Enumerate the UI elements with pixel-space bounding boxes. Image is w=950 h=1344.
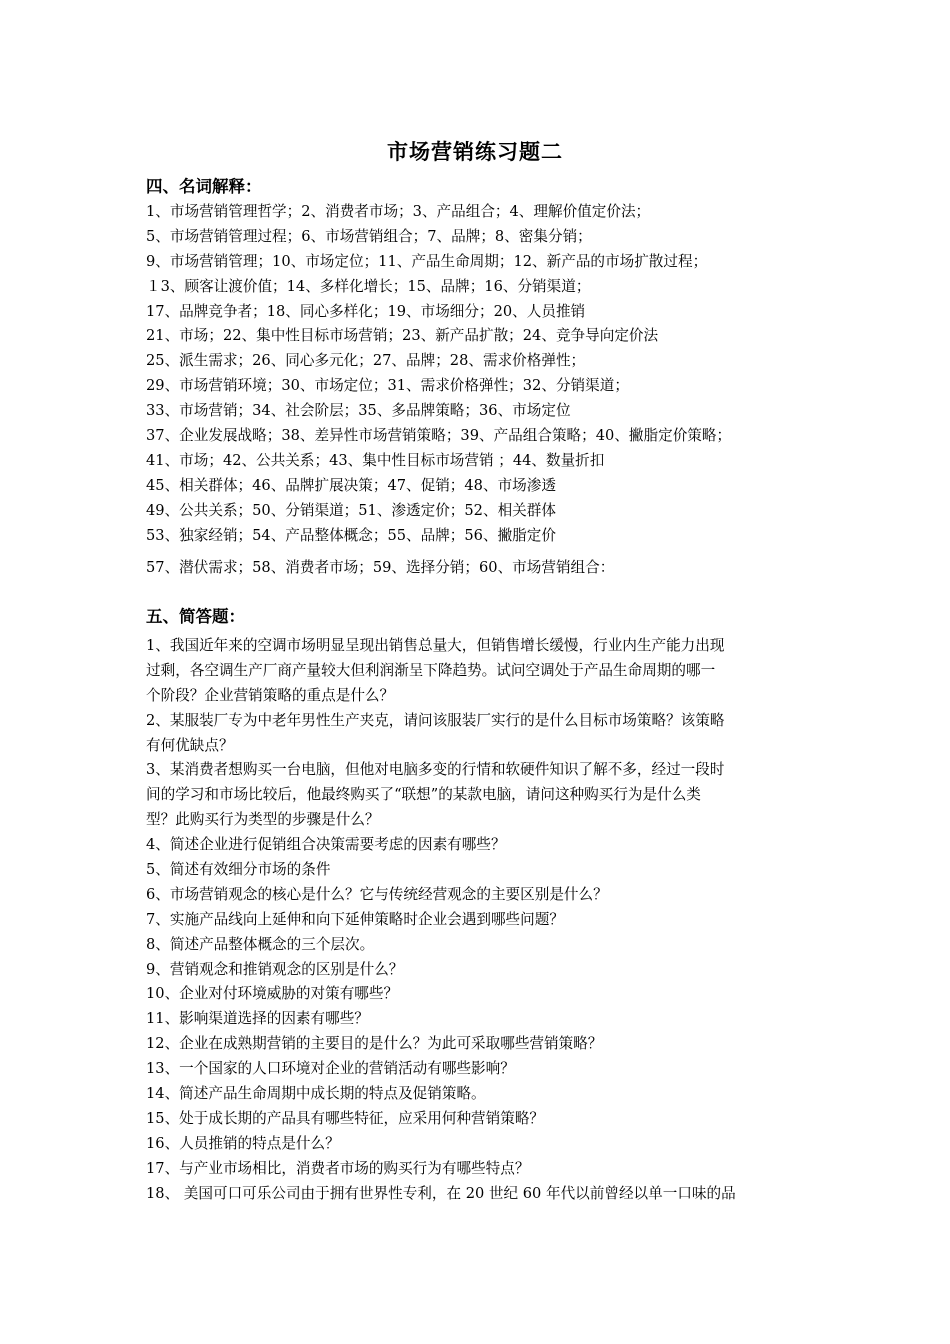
qa-line: 9、营销观念和推销观念的区别是什么？ — [146, 960, 404, 978]
qa-line: 11、影响渠道选择的因素有哪些？ — [146, 1010, 369, 1028]
qa-line: 15、处于成长期的产品具有哪些特征，应采用何种营销策略？ — [146, 1109, 545, 1127]
terms-line: 33、市场营销；34、社会阶层；35、多品牌策略；36、市场定位 — [146, 402, 571, 420]
qa-line: 有何优缺点？ — [146, 736, 234, 754]
terms-line: 9、市场营销管理；10、市场定位；11、产品生命周期；12、新产品的市场扩散过程； — [146, 252, 708, 270]
terms-line: 53、独家经销；54、产品整体概念；55、品牌；56、撇脂定价 — [146, 526, 556, 544]
terms-section-heading: 四、名词解释： — [146, 177, 262, 196]
qa-line: 7、实施产品线向上延伸和向下延伸策略时企业会遇到哪些问题？ — [146, 910, 564, 928]
qa-line: 10、企业对付环境威胁的对策有哪些？ — [146, 985, 399, 1003]
qa-line: 型？此购买行为类型的步骤是什么？ — [146, 811, 380, 829]
qa-line: 17、与产业市场相比，消费者市场的购买行为有哪些特点？ — [146, 1159, 530, 1177]
terms-line: 41、市场；42、公共关系；43、集中性目标市场营销 ；44、数量折扣 — [146, 451, 605, 469]
qa-line: 个阶段？企业营销策略的重点是什么？ — [146, 686, 395, 704]
qa-line: 5、简述有效细分市场的条件 — [146, 861, 331, 879]
qa-line: 16、人员推销的特点是什么？ — [146, 1134, 340, 1152]
qa-line: 8、简述产品整体概念的三个层次。 — [146, 935, 375, 953]
qa-line: 4、简述企业进行促销组合决策需要考虑的因素有哪些？ — [146, 836, 506, 854]
terms-line: 5、市场营销管理过程；6、市场营销组合；7、品牌；8、密集分销； — [146, 227, 592, 245]
qa-line: 14、简述产品生命周期中成长期的特点及促销策略。 — [146, 1085, 486, 1103]
qa-line: 1、我国近年来的空调市场明显呈现出销售总量大，但销售增长缓慢，行业内生产能力出现 — [146, 637, 725, 654]
terms-line: 21、市场；22、集中性目标市场营销；23、新产品扩散；24、竞争导向定价法 — [146, 327, 659, 345]
qa-line: 12、企业在成熟期营销的主要目的是什么？为此可采取哪些营销策略？ — [146, 1035, 603, 1053]
terms-line: １3、顾客让渡价值；14、多样化增长；15、品牌；16、分销渠道； — [146, 277, 591, 295]
terms-line: 29、市场营销环境；30、市场定位；31、需求价格弹性；32、分销渠道； — [146, 377, 629, 395]
qa-line: 2、某服装厂专为中老年男性生产夹克，请问该服装厂实行的是什么目标市场策略？该策略 — [146, 711, 725, 729]
qa-line: 过剩，各空调生产厂商产量较大但利润渐呈下降趋势。试问空调处于产品生命周期的哪一 — [146, 661, 716, 679]
terms-line: 17、品牌竞争者；18、同心多样化；19、市场细分；20、人员推销 — [146, 302, 586, 320]
qa-section-heading: 五、简答题： — [146, 607, 245, 626]
document-title: 市场营销练习题二 — [387, 140, 563, 164]
qa-line: 18、 美国可口可乐公司由于拥有世界性专利，在 20 世纪 60 年代以前曾经以单一口味的品 — [146, 1184, 736, 1202]
terms-line: 1、市场营销管理哲学；2、消费者市场；3、产品组合；4、理解价值定价法； — [146, 203, 651, 220]
qa-line: 3、某消费者想购买一台电脑，但他对电脑多变的行情和软硬件知识了解不多，经过一段时 — [146, 761, 725, 779]
terms-list — [146, 200, 814, 581]
terms-line: 49、公共关系；50、分销渠道；51、渗透定价；52、相关群体 — [146, 501, 556, 519]
qa-list — [146, 634, 814, 1206]
qa-line: 间的学习和市场比较后，他最终购买了“联想”的某款电脑，请问这种购买行为是什么类 — [146, 786, 701, 804]
terms-line: 25、派生需求；26、同心多元化；27、品牌；28、需求价格弹性； — [146, 352, 586, 370]
qa-line: 13、一个国家的人口环境对企业的营销活动有哪些影响？ — [146, 1060, 515, 1078]
qa-line: 6、市场营销观念的核心是什么？它与传统经营观念的主要区别是什么？ — [146, 885, 608, 903]
terms-line: 37、企业发展战略；38、差异性市场营销策略；39、产品组合策略；40、撇脂定价策略； — [146, 427, 732, 445]
terms-line: 45、相关群体；46、品牌扩展决策；47、促销；48、市场渗透 — [146, 476, 556, 494]
terms-line: 57、潜伏需求；58、消费者市场；59、选择分销；60、市场营销组合： — [146, 559, 615, 577]
